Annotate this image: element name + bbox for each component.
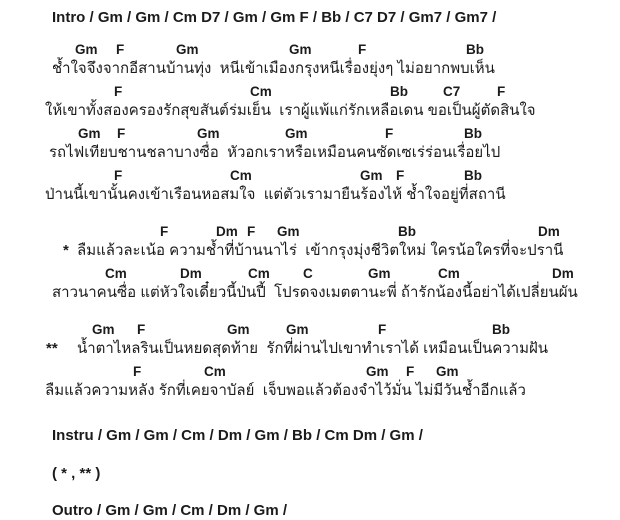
chord-f: F — [385, 126, 394, 141]
lyric-text: ลืมแล้วละเน้อ ความช้ำที่บ้านนาไร่ เข้ากรุงมุ่งชีวิตใหม่ ใครน้อใครที่จะปรานี — [77, 242, 564, 259]
chord-gm: Gm — [436, 364, 459, 379]
chord-f: F — [160, 224, 169, 239]
instru-line: Instru / Gm / Gm / Cm / Dm / Gm / Bb / Cm Dm / Gm / — [52, 427, 423, 444]
chord-f: F — [133, 364, 142, 379]
chord-gm: Gm — [227, 322, 250, 337]
lyric-row — [0, 240, 620, 260]
chord-f: F — [406, 364, 415, 379]
chord-cm: Cm — [438, 266, 460, 281]
lyric-text: รถไฟเทียบชานชลาบางซื่อ หัวอกเราหรือเหมือนคนซัดเซเร่ร่อนเรื่อยไป — [49, 144, 501, 161]
chord-f: F — [247, 224, 256, 239]
lyric-row — [0, 58, 620, 78]
chord-bb: Bb — [464, 168, 482, 183]
lyric-text: ป่านนี้เขานั้นคงเข้าเรือนหอสมใจ แต่ตัวเรามายืนร้องไห้ ช้ำใจอยู่ที่สถานี — [45, 186, 506, 203]
lyric-text: ช้ำใจจึงจากอีสานบ้านทุ่ง หนีเข้าเมืองกรุงหนีเรื่องยุ่งๆ ไม่อยากพบเห็น — [52, 60, 495, 77]
lyric-row — [0, 100, 620, 120]
chord-gm: Gm — [75, 42, 98, 57]
chord-f: F — [117, 126, 126, 141]
chord-f: F — [378, 322, 387, 337]
chord-bb: Bb — [398, 224, 416, 239]
chord-dm: Dm — [216, 224, 238, 239]
chord-f: F — [114, 84, 123, 99]
chord-bb: Bb — [390, 84, 408, 99]
chord-dm: Dm — [180, 266, 202, 281]
repeat-note-line: ( * , ** ) — [52, 465, 101, 482]
chord-gm: Gm — [286, 322, 309, 337]
chord-bb: Bb — [492, 322, 510, 337]
lyric-row — [0, 142, 620, 162]
chord-cm: Cm — [230, 168, 252, 183]
chord-cm: Cm — [204, 364, 226, 379]
section-marker: ** — [46, 340, 58, 357]
lyric-row — [0, 380, 620, 400]
chord-gm: Gm — [176, 42, 199, 57]
chord-dm: Dm — [552, 266, 574, 281]
chord-cm: Cm — [105, 266, 127, 281]
chord-c7: C7 — [443, 84, 461, 99]
chord-f: F — [114, 168, 123, 183]
chord-gm: Gm — [197, 126, 220, 141]
chord-f: F — [497, 84, 506, 99]
chord-bb: Bb — [464, 126, 482, 141]
chord-dm: Dm — [538, 224, 560, 239]
chord-f: F — [137, 322, 146, 337]
lyric-text: ลืมแล้วความหลัง รักที่เคยจาบัลย์ เจ็บพอแล้วต้องจำไว้มั่น ไม่มีวันช้ำอีกแล้ว — [45, 382, 526, 399]
chord-gm: Gm — [289, 42, 312, 57]
chord-gm: Gm — [277, 224, 300, 239]
chord-gm: Gm — [366, 364, 389, 379]
chord-gm: Gm — [360, 168, 383, 183]
lyric-row — [0, 282, 620, 302]
chord-f: F — [396, 168, 405, 183]
intro-line: Intro / Gm / Gm / Cm D7 / Gm / Gm F / Bb / C7 D7 / Gm7 / Gm7 / — [52, 9, 497, 26]
lyric-row — [0, 184, 620, 204]
outro-line: Outro / Gm / Gm / Cm / Dm / Gm / — [52, 502, 288, 519]
chord-f: F — [358, 42, 367, 57]
lyric-row — [0, 338, 620, 358]
section-marker: * — [63, 242, 69, 259]
lyric-text: สาวนาคนซื่อ แต่หัวใจเดี๋ยวนี้ป่นปี้ โปรดจงเมตตานะพี่ ถ้ารักน้องนี้อย่าได้เปลี่ยนผัน — [52, 284, 578, 301]
chord-cm: Cm — [248, 266, 270, 281]
chord-c: C — [303, 266, 313, 281]
lyric-text: น้ำตาไหลรินเป็นหยดสุดท้าย รักที่ผ่านไปเขาทำเราได้ เหมือนเป็นความฝัน — [77, 340, 549, 357]
chord-gm: Gm — [285, 126, 308, 141]
chord-gm: Gm — [368, 266, 391, 281]
chord-gm: Gm — [78, 126, 101, 141]
chord-bb: Bb — [466, 42, 484, 57]
chord-gm: Gm — [92, 322, 115, 337]
chord-cm: Cm — [250, 84, 272, 99]
chord-f: F — [116, 42, 125, 57]
lyric-text: ให้เขาทั้งสองครองรักสุขสันต์ร่มเย็น เราผู้แพ้แก่รักเหลือเดน ขอเป็นผู้ตัดสินใจ — [45, 102, 536, 119]
